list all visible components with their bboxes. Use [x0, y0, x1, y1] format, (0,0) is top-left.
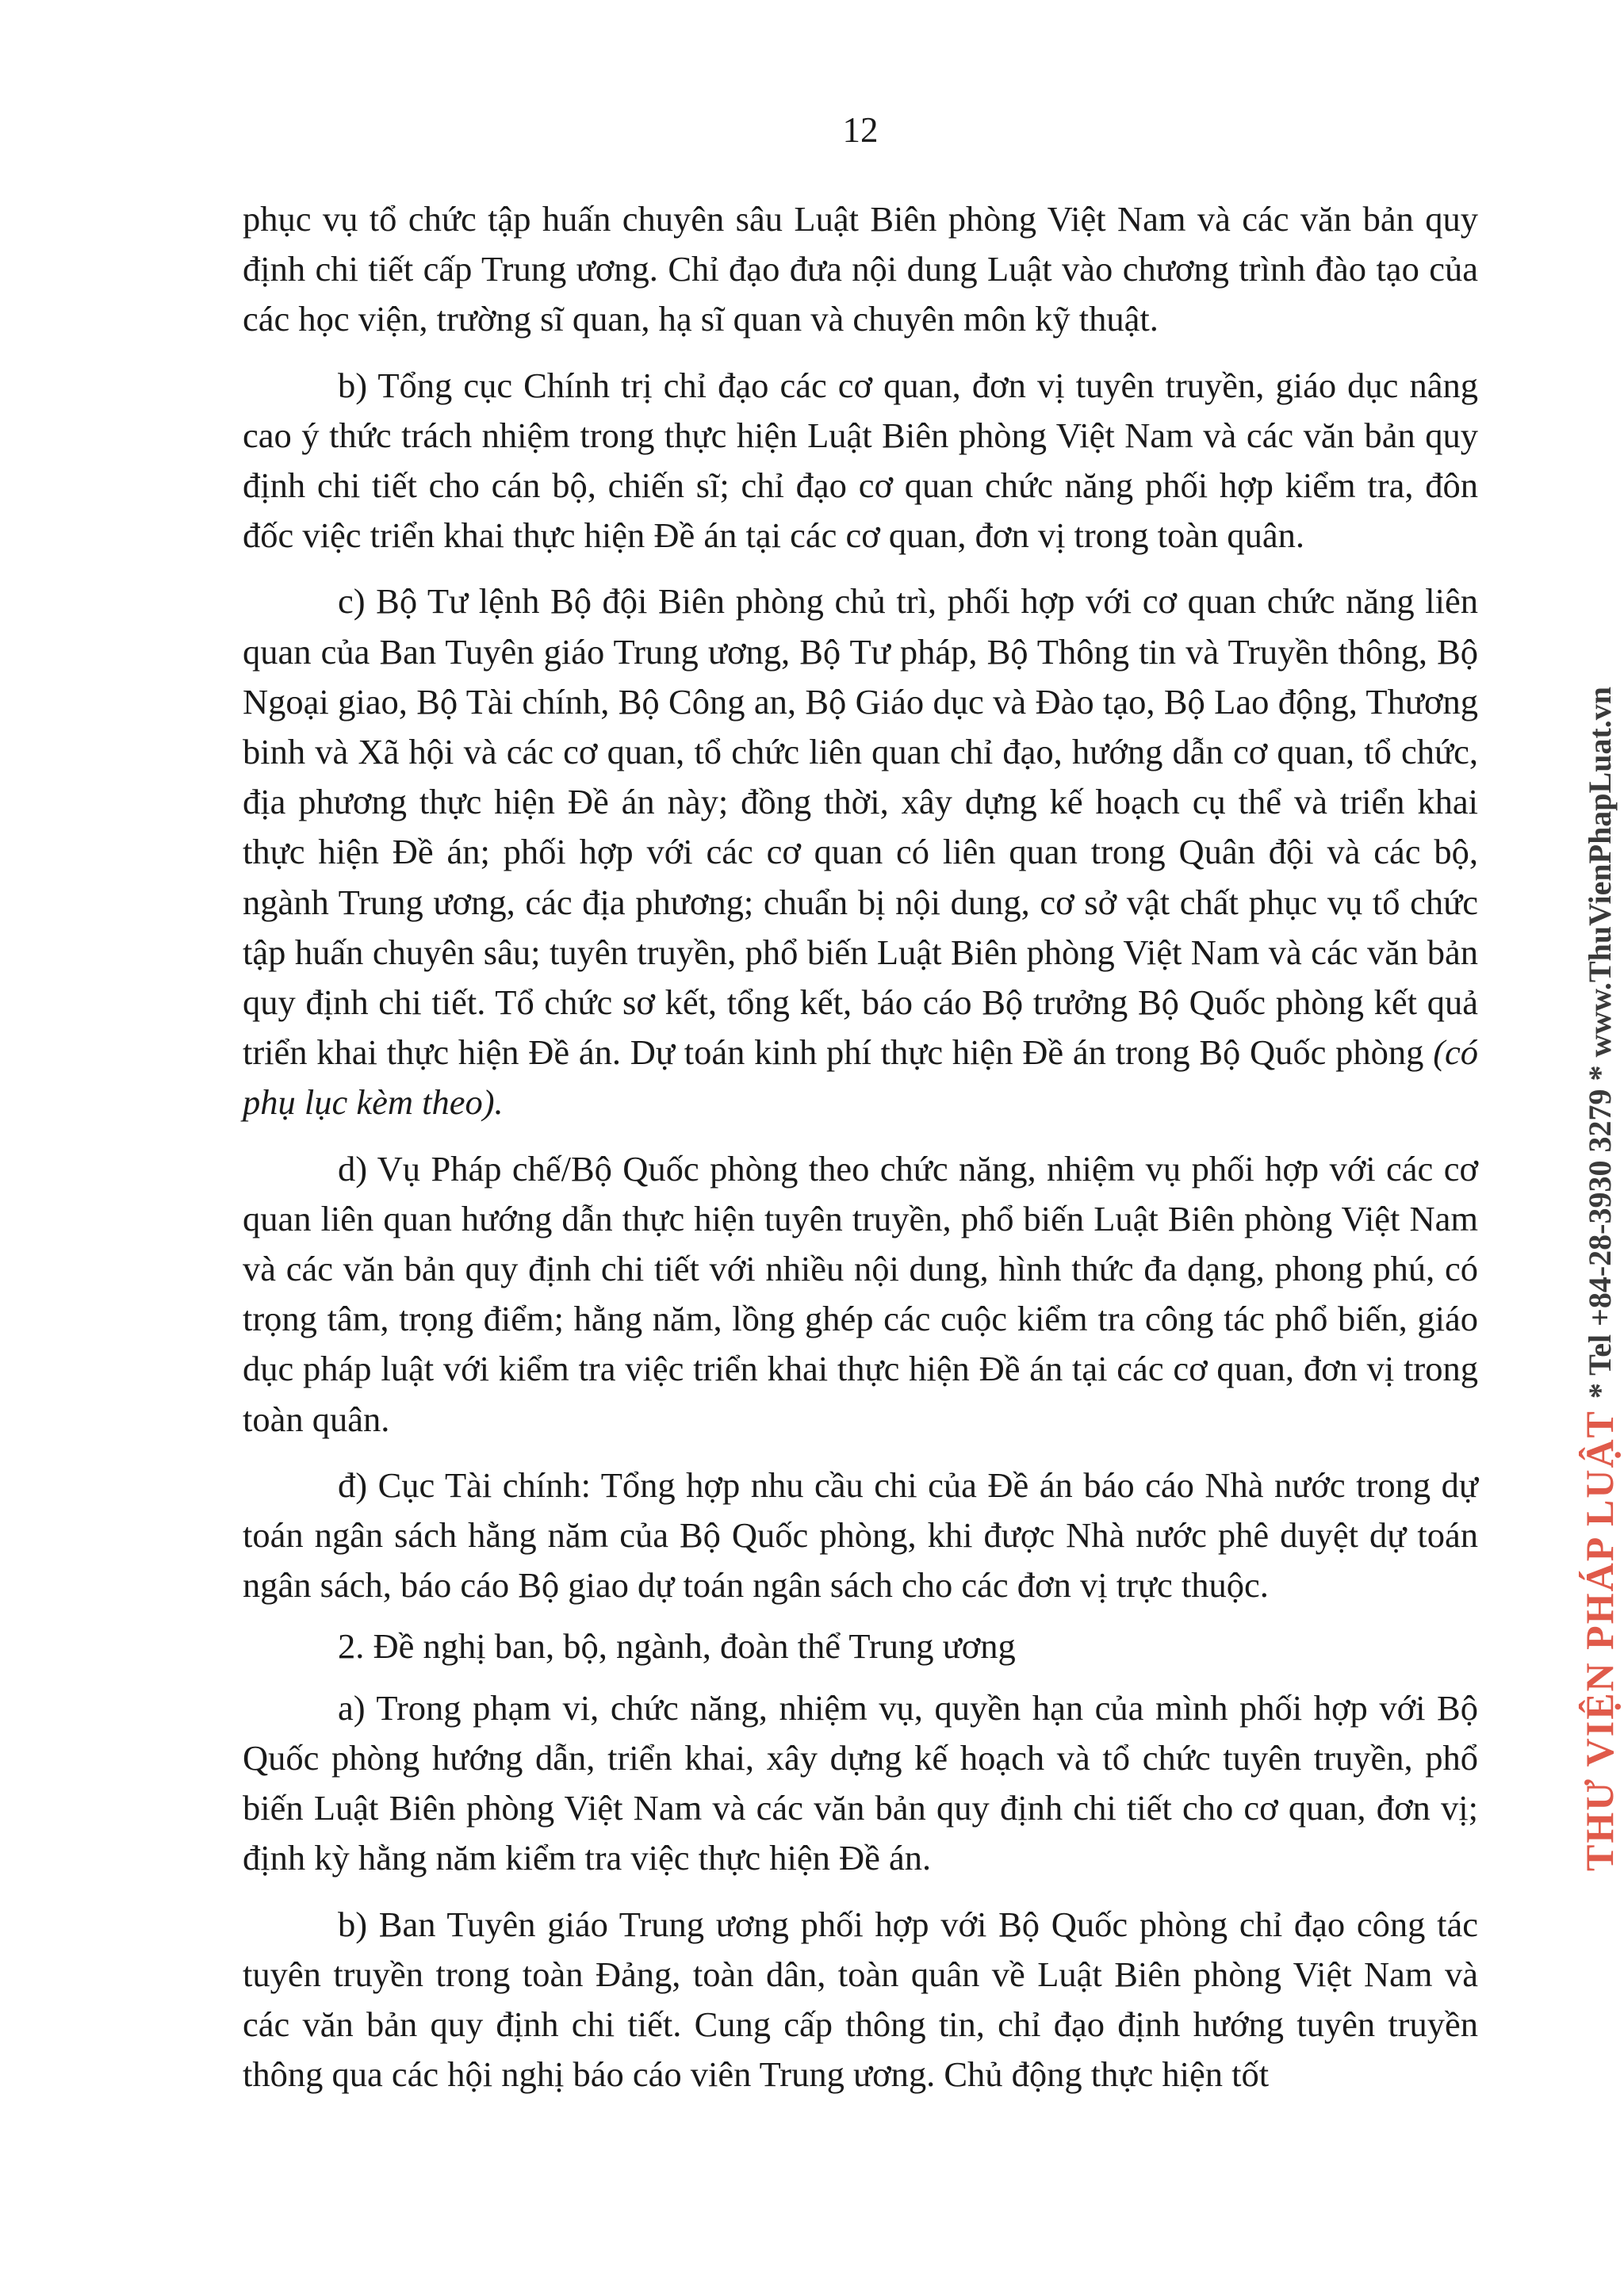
paragraph-item-b-general-political: b) Tổng cục Chính trị chỉ đạo các cơ quan, đơn vị tuyên truyền, giáo dục nâng cao ý thức trách nhiệm trong thực hiện Luật Biên phòng Việt Nam và các văn bản quy định chi tiết cho cán bộ, chiến sĩ; chỉ đạo cơ quan chức năng phối hợp kiểm tra, đôn đốc việc triển khai thực hiện Đề án tại các cơ quan, đơn vị trong toàn quân. — [243, 365, 1478, 556]
watermark-contact: * Tel +84-28-3930 3279 * www.ThuVienPhapLuat.vn — [1581, 686, 1618, 1399]
section-heading-2: 2. Đề nghị ban, bộ, ngành, đoàn thể Trung ương — [338, 1626, 1016, 1667]
watermark — [1572, 444, 1624, 1871]
paragraph-item-dd-finance: đ) Cục Tài chính: Tổng hợp nhu cầu chi của Đề án báo cáo Nhà nước trong dự toán ngân sách hằng năm của Bộ Quốc phòng, khi được Nhà nước phê duyệt dự toán ngân sách, báo cáo Bộ giao dự toán ngân sách cho các đơn vị trực thuộc. — [243, 1464, 1478, 1606]
paragraph-continuation: phục vụ tổ chức tập huấn chuyên sâu Luật Biên phòng Việt Nam và các văn bản quy định chi tiết cấp Trung ương. Chỉ đạo đưa nội dung Luật vào chương trình đào tạo của các học viện, trường sĩ quan, hạ sĩ quan và chuyên môn kỹ thuật. — [243, 199, 1478, 339]
paragraph-item-d-legal-department: d) Vụ Pháp chế/Bộ Quốc phòng theo chức năng, nhiệm vụ phối hợp với các cơ quan liên quan hướng dẫn thực hiện tuyên truyền, phổ biến Luật Biên phòng Việt Nam và các văn bản quy định chi tiết với nhiều nội dung, hình thức đa dạng, phong phú, có trọng tâm, trọng điểm; hằng năm, lồng ghép các cuộc kiểm tra công tác phổ biến, giáo dục pháp luật với kiểm tra việc triển khai thực hiện Đề án tại các cơ quan, đơn vị trong toàn quân. — [243, 1148, 1478, 1439]
page-number: 12 — [842, 110, 879, 150]
watermark-brand: THƯ VIỆN PHÁP LUẬT — [1577, 1410, 1622, 1871]
paragraph-item-c-border-guard — [243, 576, 1478, 1127]
paragraph-item-c-italic-note: (có phụ lục kèm theo). — [243, 1032, 1479, 1123]
paragraph-item-b-propaganda: b) Ban Tuyên giáo Trung ương phối hợp với Bộ Quốc phòng chỉ đạo công tác tuyên truyền trong toàn Đảng, toàn dân, toàn quân về Luật Biên phòng Việt Nam và các văn bản quy định chi tiết. Cung cấp thông tin, chỉ đạo định hướng tuyên truyền thông qua các hội nghị báo cáo viên Trung ương. Chủ động thực hiện tốt — [243, 1904, 1478, 2095]
document-body — [243, 194, 1478, 2115]
paragraph-item-a-coordination: a) Trong phạm vi, chức năng, nhiệm vụ, quyền hạn của mình phối hợp với Bộ Quốc phòng hướng dẫn, triển khai, xây dựng kế hoạch và tổ chức tuyên truyền, phổ biến Luật Biên phòng Việt Nam và các văn bản quy định chi tiết cho cơ quan, đơn vị; định kỳ hằng năm kiểm tra việc thực hiện Đề án. — [243, 1687, 1478, 1878]
paragraph-item-c-text: c) Bộ Tư lệnh Bộ đội Biên phòng chủ trì, phối hợp với cơ quan chức năng liên quan của Ban Tuyên giáo Trung ương, Bộ Tư pháp, Bộ Thông tin và Truyền thông, Bộ Ngoại giao, Bộ Tài chính, Bộ Công an, Bộ Giáo dục và Đào tạo, Bộ Lao động, Thương binh và Xã hội và các cơ quan, tổ chức liên quan chỉ đạo, hướng dẫn cơ quan, tổ chức, địa phương thực hiện Đề án này; đồng thời, xây dựng kế hoạch cụ thể và triển khai thực hiện Đề án; phối hợp với các cơ quan có liên quan trong Quân đội và các bộ, ngành Trung ương, các địa phương; chuẩn bị nội dung, cơ sở vật chất phục vụ tổ chức tập huấn chuyên sâu; tuyên truyền, phổ biến Luật Biên phòng Việt Nam và các văn bản quy định chi tiết. Tổ chức sơ kết, tổng kết, báo cáo Bộ trưởng Bộ Quốc phòng kết quả triển khai thực hiện Đề án. Dự toán kinh phí thực hiện Đề án trong Bộ Quốc phòng — [243, 581, 1478, 1073]
